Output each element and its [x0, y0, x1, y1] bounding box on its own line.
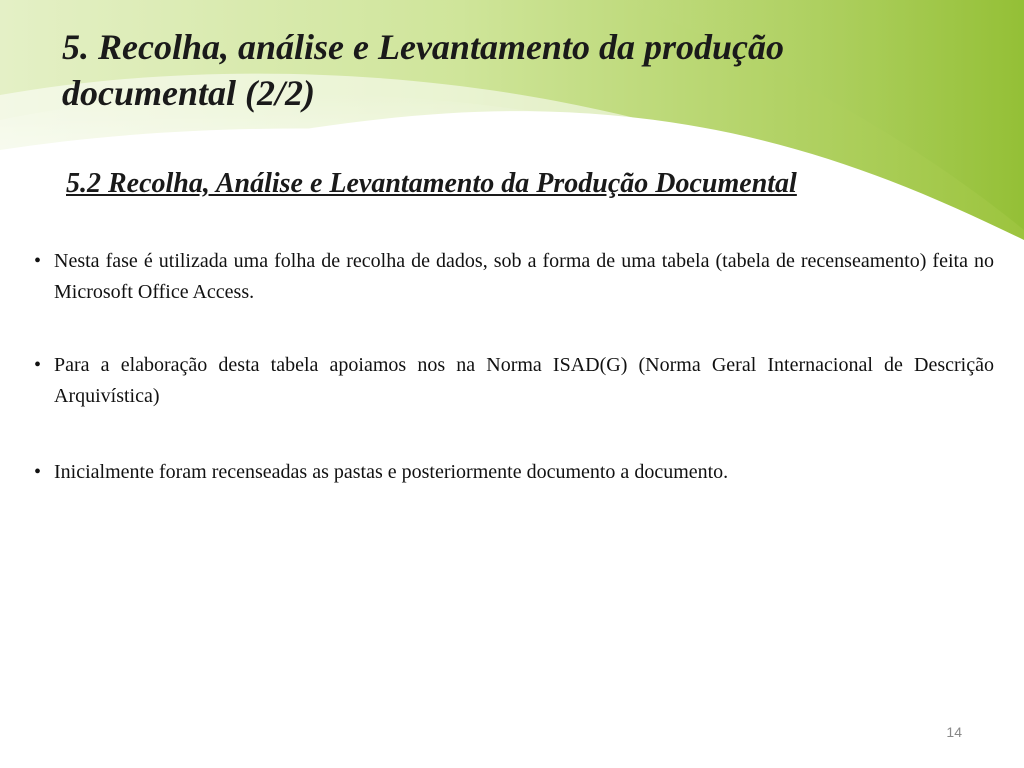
bullet-icon: • [34, 461, 42, 483]
slide-title: 5. Recolha, análise e Levantamento da produção documental (2/2) [62, 27, 784, 113]
bullet-text: Para a elaboração desta tabela apoiamos nos na Norma ISAD(G) (Norma Geral Internacional de Descrição Arquivística) [54, 354, 994, 407]
bullet-text: Nesta fase é utilizada uma folha de recolha de dados, sob a forma de uma tabela (tabela de recenseamento) feita no Microsoft Office Access. [54, 250, 994, 303]
bullet-list [30, 246, 994, 530]
bullet-item [30, 246, 994, 308]
bullet-icon: • [34, 250, 42, 272]
bullet-item [30, 350, 994, 412]
bullet-icon: • [34, 354, 42, 376]
section-subtitle: 5.2 Recolha, Análise e Levantamento da Produção Documental [66, 168, 797, 199]
bullet-text: Inicialmente foram recenseadas as pastas e posteriormente documento a documento. [54, 461, 729, 483]
bullet-item [30, 457, 994, 488]
slide-number: 14 [946, 724, 962, 740]
